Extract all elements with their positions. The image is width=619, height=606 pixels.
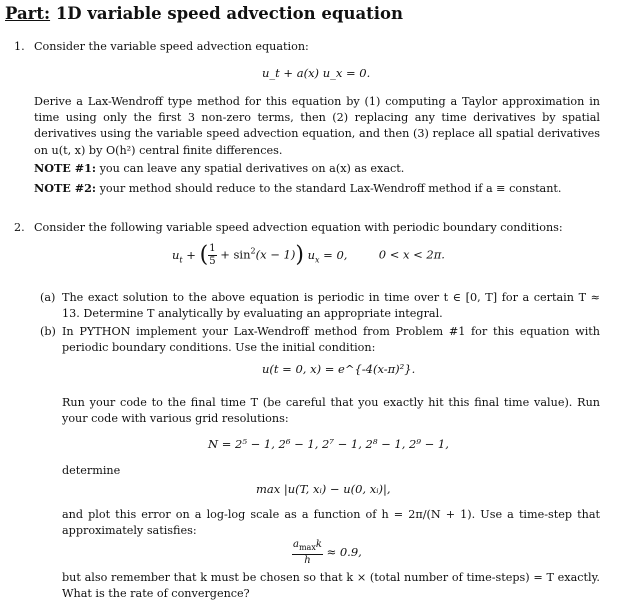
question-1-equation: u_t + a(x) u_x = 0.: [262, 66, 371, 80]
question-1-intro: Consider the variable speed advection equation:: [34, 40, 309, 53]
run-instructions: Run your code to the final time T (be careful that you exactly hit this final time value). Run your code with various grid resolutions:: [62, 396, 600, 426]
note-2-label: NOTE #2:: [34, 181, 97, 195]
question-1-body: Derive a Lax-Wendroff type method for this equation by (1) computing a Taylor approximation in time using only the first 3 non-zero terms, then (2) replacing any time derivatives by spatial derivatives using the variable speed advection equation, and then (3) replace all spatial derivatives on u(t, x) by O(h²) central finite differences.: [34, 95, 600, 157]
heading-title: 1D variable speed advection equation: [55, 4, 404, 23]
question-2-domain: 0 < x < 2π.: [378, 247, 445, 262]
page-heading: [5, 4, 403, 23]
question-1-note-1: [34, 160, 404, 177]
note-1-text: you can leave any spatial derivatives on a(x) as exact.: [99, 162, 405, 175]
timestep-approx: ≈ 0.9,: [326, 545, 362, 559]
note-2-text: your method should reduce to the standard Lax-Wendroff method if a ≡ constant.: [99, 182, 562, 195]
plot-instructions: and plot this error on a log-log scale as a function of h = 2π/(N + 1). Use a time-step that approximately satisfies:: [62, 508, 600, 538]
error-expression: max |u(T, xᵢ) − u(0, xᵢ)|,: [256, 482, 391, 496]
part-b-label: (b): [40, 325, 56, 338]
part-a-label: (a): [40, 291, 56, 304]
part-a-text: The exact solution to the above equation is periodic in time over t ∈ [0, T] for a certain T ≈ 13. Determine T analytically by evaluating an appropriate integral.: [62, 291, 600, 321]
heading-part-label: Part:: [5, 4, 51, 23]
question-1-number: 1.: [14, 40, 25, 53]
question-2-equation: $u_t$ + ( $\frac{1}{5}$ + $\sin^2(x - 1)$) $u_x = 0$, 0 < x < 2π.: [172, 242, 445, 268]
determine-label: determine: [62, 464, 121, 477]
initial-condition: u(t = 0, x) = e^{-4(x-π)²}.: [262, 362, 416, 376]
part-b-text: In PYTHON implement your Lax-Wendroff method from Problem #1 for this equation with periodic boundary conditions. Use the initial condition:: [62, 325, 600, 355]
note-1-label: NOTE #1:: [34, 161, 97, 175]
question-1-note-2: [34, 180, 562, 197]
question-2-number: 2.: [14, 221, 25, 234]
grid-resolutions: N = 2⁵ − 1, 2⁶ − 1, 2⁷ − 1, 2⁸ − 1, 2⁹ − 1,: [208, 437, 449, 451]
timestep-condition: $\frac{a_{max}k}{h}$ ≈ 0.9,: [293, 539, 362, 566]
closing-instructions: but also remember that k must be chosen so that k × (total number of time-steps) = T exactly. What is the rate of convergence?: [62, 571, 600, 601]
question-2-intro: Consider the following variable speed advection equation with periodic boundary conditions:: [34, 221, 563, 234]
